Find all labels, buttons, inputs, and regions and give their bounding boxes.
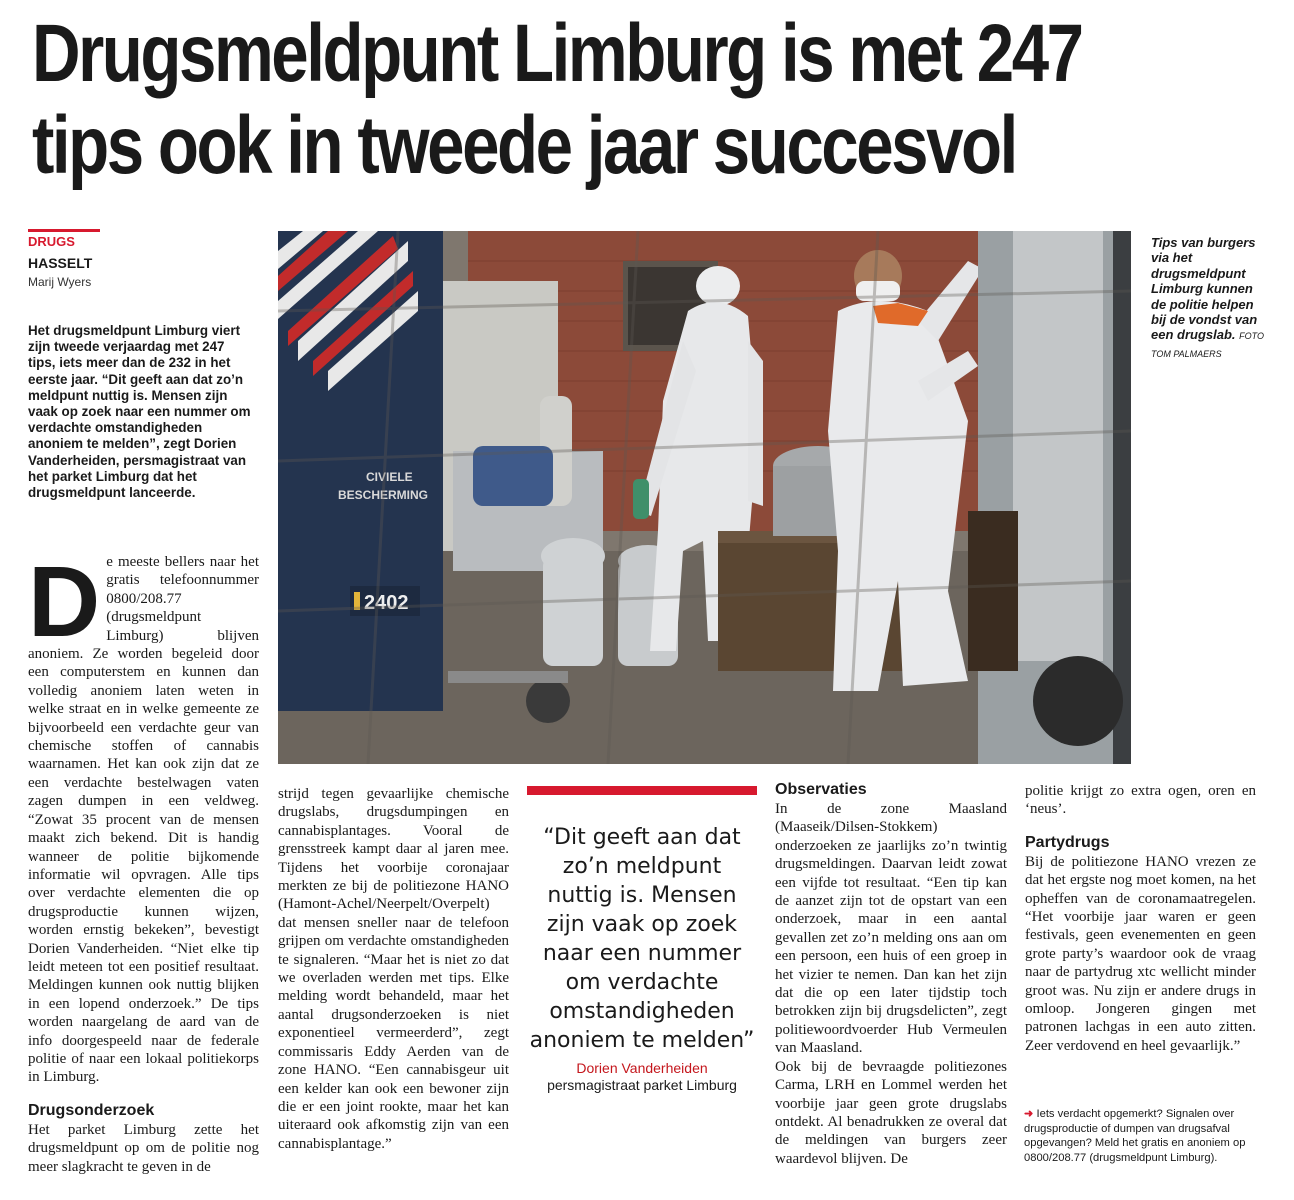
subhead-partydrugs: Partydrugs [1025, 833, 1110, 851]
body-paragraph: strijd tegen gevaarlijke chemische drugslabs, drugsdumpingen en cannabisplantages. Vooral de grensstreek kampt daar al jaren mee. Tijdens het voorbije coronajaar merkten ze bij de politiezone HANO (Hamont-Achel/Neerpelt/Overpelt) dat mensen sneller naar de telefoon grijpen om verdachte omstandigheden te signaleren. “Maar het is niet zo dat we overladen werden met tips. Elke melding wordt behandeld, maar het aantal drugsonderzoeken is niet exponentieel vermeerderd”, zegt commissaris Eddy Aerden van de zone HANO. “Een cannabisgeur uit een kelder kan ook een bewoner zijn die er een joint rookte, maar het kan uiteraard ook afkomstig zijn van een cannabisplantage.” [278, 786, 509, 1152]
photo-credit-name: TOM PALMAERS [1151, 348, 1222, 359]
arrow-right-icon: ➜ [1024, 1108, 1034, 1120]
headline [32, 8, 1082, 192]
headline-line-2: tips ook in tweede jaar succesvol [32, 100, 1016, 191]
quote-role: persmagistraat parket Limburg [547, 1077, 737, 1093]
body-paragraph: Ook bij de bevraagde politiezones Carma, LRH en Lommel werden het voorbije jaar geen grote drugslabs ontdekt. Al benadrukken ze overal dat de meldingen van burgers zeer waardevol blijven. De [775, 1058, 1007, 1167]
kicker-bar [28, 229, 100, 232]
body-paragraph: e meeste bellers naar het gratis telefoonnummer 0800/208.77 (drugsmeldpunt Limburg) blijven anoniem. Ze worden begeleid door een computerstem en kunnen dan volledig anoniem laten weten in welke straat en in welke gemeente ze bijvoorbeeld een verdachte geur van chemische stoffen of cannabis waarnamen. Het kan ook zijn dat ze een verdachte bestelwagen vaten zagen dumpen in een veldweg. “Zowat 35 procent van de mensen maakt zich bekend. Dit is handig wanneer de politie bijkomende informatie wil opvragen. Alle tips over verdachte elementen die op drugsproductie kunnen wijzen, worden ernstig bekeken”, bevestigt Dorien Vanderheiden. “Niet elke tip leidt meteen tot een positief resultaat. Meldingen kunnen ook nuttig blijken in een lopend onderzoek.” De tips worden naargelang de aard van de info doorgespeeld naar de federale politie of naar een lokaal politiekorps in Limburg. [28, 554, 259, 1086]
photo-caption [1151, 235, 1269, 362]
body-paragraph: In de zone Maasland (Maaseik/Dilsen-Stokkem) onderzoeken ze jaarlijks zo’n twintig drugsmeldingen. Daarvan leidt zowat een vijfde tot resultaat. “Een tip kan de aanzet zijn tot de opstart van een onderzoek, maar in een aantal gevallen zet zo’n melding ons aan om een persoon, een huis of een groep in het vizier te nemen. Dan kan het zijn dat die op een later tijdstip toch betrokken zijn bij drugsdelicten”, zegt politiewoordvoerder Hub Vermeulen van Maasland. [775, 801, 1007, 1057]
tip-box [1024, 1107, 1264, 1165]
article-column-5 [1025, 782, 1256, 1055]
tip-text: Iets verdacht opgemerkt? Signalen over drugsproductie of dumpen van drugsafval opgevangen? Meld het gratis en anoniem op 0800/208.77 (drugsmeldpunt Limburg). [1024, 1108, 1246, 1164]
van-number: 2402 [364, 592, 409, 614]
caption-text: Tips van burgers via het drugsmeldpunt Limburg kunnen de politie helpen bij de vondst van een drugslab. [1151, 235, 1258, 343]
photo-credit-label: FOTO [1239, 331, 1264, 342]
drop-cap: D [28, 546, 101, 658]
quote-bar [527, 786, 757, 795]
body-paragraph: Het parket Limburg zette het drugsmeldpunt op om de politie nog meer slagkracht te geven in de [28, 1121, 259, 1175]
kicker: DRUGS [28, 234, 75, 249]
subhead-drugsonderzoek: Drugsonderzoek [28, 1101, 155, 1119]
intro-paragraph: Het drugsmeldpunt Limburg viert zijn tweede verjaardag met 247 tips, iets meer dan de 232 in het eerste jaar. “Dit geeft aan dat zo’n meldpunt nuttig is. Mensen zijn vaak op zoek naar een nummer om verdachte omstandigheden anoniem te melden”, zegt Dorien Vanderheiden, persmagistraat van het parket Limburg dat het drugsmeldpunt lanceerde. [28, 323, 251, 501]
van-text-bescherming: BESCHERMING [338, 488, 429, 502]
subhead-observaties: Observaties [775, 781, 867, 798]
article-column-1 [28, 546, 259, 1176]
article-column-4 [775, 780, 1007, 1168]
byline: Marij Wyers [28, 275, 92, 289]
body-paragraph: politie krijgt zo extra ogen, oren en ‘neus’. [1025, 783, 1256, 818]
body-paragraph: Bij de politiezone HANO vrezen ze dat het ergste nog moet komen, na het opheffen van de coronamaatregelen. “Het voorbije jaar waren er geen festivals, geen evenementen en geen grote party’s waardoor ook de vraag naar de partydrug xtc wellicht minder groot was. Nu zijn er andere drugs in omloop. Jongeren gingen met patronen lachgas in een auto zitten. Zeer verdovend en heel gevaarlijk.” [1025, 853, 1256, 1054]
news-photo [278, 231, 1131, 764]
pull-quote: “Dit geeft aan dat zo’n meldpunt nuttig is. Mensen zijn vaak op zoek naar een nummer om verdachte omstandigheden anoniem te melden” [529, 825, 755, 1053]
quote-author: Dorien Vanderheiden [576, 1060, 708, 1076]
headline-line-1: Drugsmeldpunt Limburg is met 247 [32, 8, 1082, 99]
van-text-civiele: CIVIELE [366, 470, 413, 484]
article-column-2 [278, 785, 509, 1153]
dateline-place: HASSELT [28, 255, 93, 271]
